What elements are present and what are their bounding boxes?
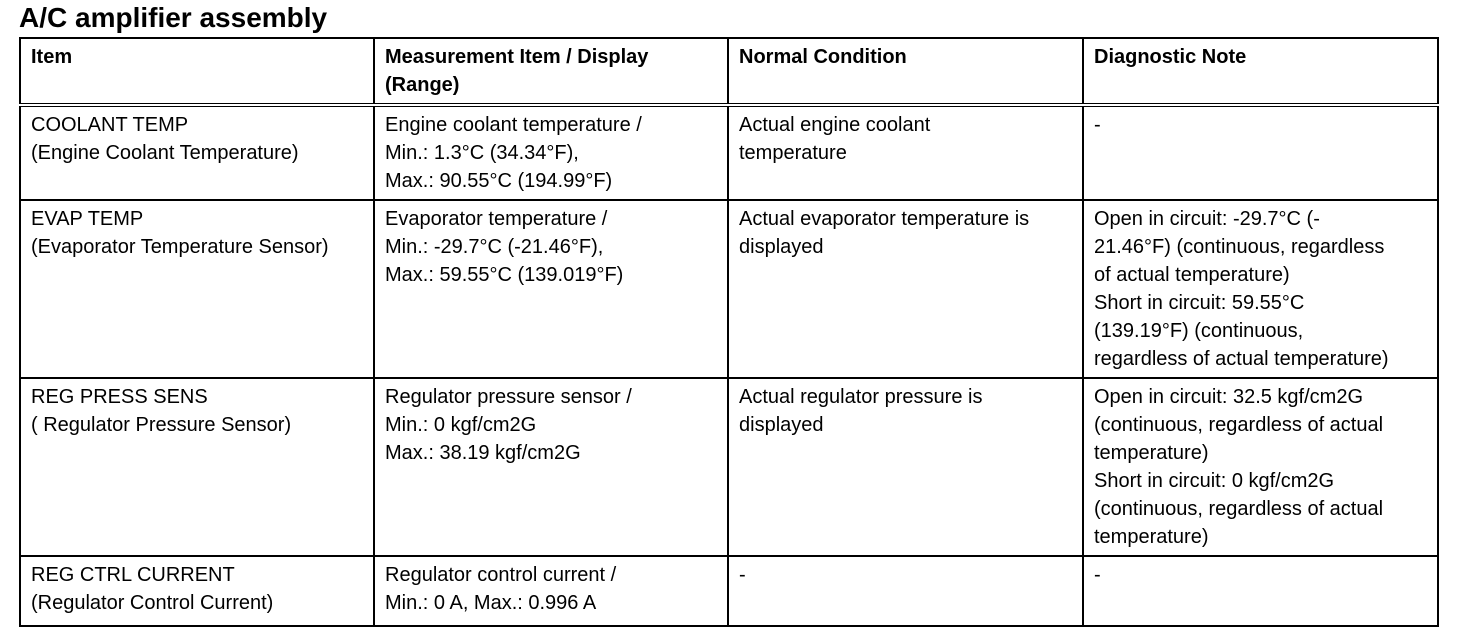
cell-normal-condition: Actual evaporator temperature is displayed bbox=[728, 200, 1083, 378]
cell-item: REG PRESS SENS ( Regulator Pressure Sensor) bbox=[20, 378, 374, 556]
data-list-table bbox=[19, 37, 1439, 627]
cell-normal-condition: - bbox=[728, 556, 1083, 626]
cell-normal-condition: Actual regulator pressure is displayed bbox=[728, 378, 1083, 556]
column-header-item: Item bbox=[20, 38, 374, 105]
cell-diagnostic-note: Open in circuit: -29.7°C (- 21.46°F) (continuous, regardless of actual temperature) Short in circuit: 59.55°C (139.19°F) (continuous, regardless of actual temperature) bbox=[1083, 200, 1438, 378]
cell-item: COOLANT TEMP (Engine Coolant Temperature) bbox=[20, 105, 374, 200]
cell-diagnostic-note: - bbox=[1083, 105, 1438, 200]
cell-item: EVAP TEMP (Evaporator Temperature Sensor) bbox=[20, 200, 374, 378]
column-header-measurement: Measurement Item / Display (Range) bbox=[374, 38, 728, 105]
column-header-normal-condition: Normal Condition bbox=[728, 38, 1083, 105]
table-row bbox=[20, 378, 1438, 556]
cell-measurement: Evaporator temperature / Min.: -29.7°C (-21.46°F), Max.: 59.55°C (139.019°F) bbox=[374, 200, 728, 378]
cell-diagnostic-note: - bbox=[1083, 556, 1438, 626]
page-title: A/C amplifier assembly bbox=[19, 2, 328, 33]
cell-measurement: Regulator control current / Min.: 0 A, Max.: 0.996 A bbox=[374, 556, 728, 626]
table-row bbox=[20, 556, 1438, 626]
cell-measurement: Regulator pressure sensor / Min.: 0 kgf/cm2G Max.: 38.19 kgf/cm2G bbox=[374, 378, 728, 556]
cell-normal-condition: Actual engine coolant temperature bbox=[728, 105, 1083, 200]
table-header-row bbox=[20, 38, 1438, 105]
cell-item: REG CTRL CURRENT (Regulator Control Current) bbox=[20, 556, 374, 626]
table-row bbox=[20, 105, 1438, 200]
cell-diagnostic-note: Open in circuit: 32.5 kgf/cm2G (continuous, regardless of actual temperature) Short in circuit: 0 kgf/cm2G (continuous, regardless of actual temperature) bbox=[1083, 378, 1438, 556]
cell-measurement: Engine coolant temperature / Min.: 1.3°C (34.34°F), Max.: 90.55°C (194.99°F) bbox=[374, 105, 728, 200]
column-header-diagnostic-note: Diagnostic Note bbox=[1083, 38, 1438, 105]
table-row bbox=[20, 200, 1438, 378]
